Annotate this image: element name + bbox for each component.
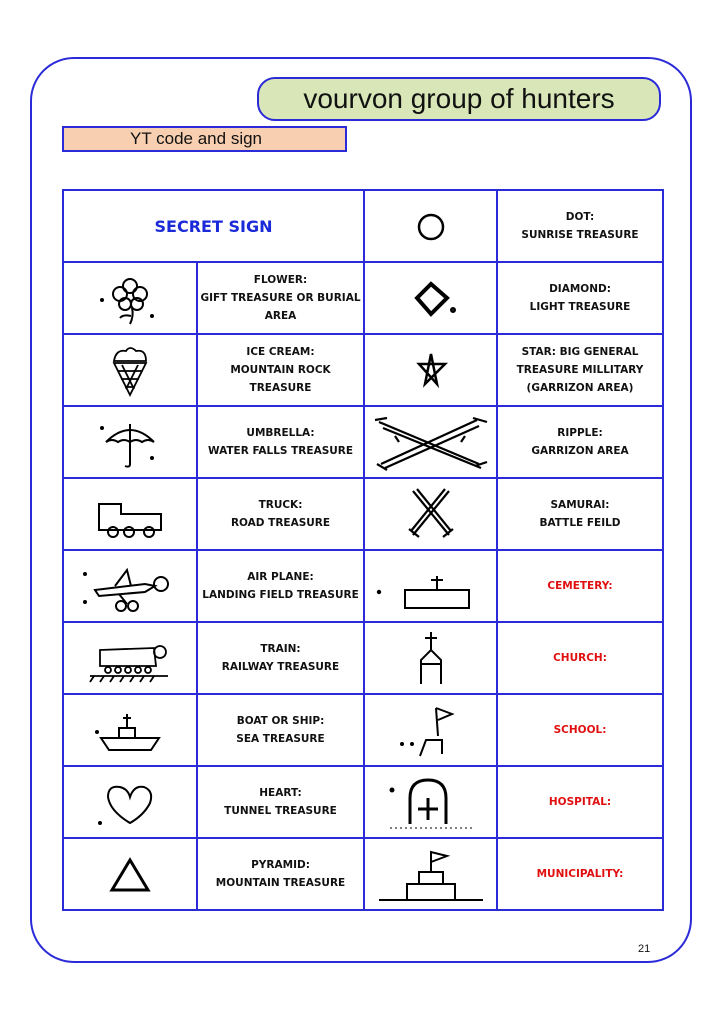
heart-icon	[90, 773, 170, 831]
label-line: MUNICIPALITY:	[536, 868, 624, 880]
hospital-icon	[376, 772, 486, 832]
label-line: HOSPITAL:	[548, 796, 612, 808]
label-line: SEA TREASURE	[236, 733, 325, 745]
label-line: ICE CREAM:	[246, 346, 315, 358]
secret-sign-heading: SECRET SIGN	[63, 190, 364, 262]
label-line: TRAIN:	[260, 643, 301, 655]
ship-label	[197, 694, 364, 766]
label-line: SAMURAI:	[550, 499, 610, 511]
table-row	[63, 406, 663, 478]
samurai-label	[497, 478, 663, 550]
table-row	[63, 838, 663, 910]
table-row	[63, 622, 663, 694]
label-line: BATTLE FEILD	[539, 517, 621, 529]
label-line: AREA	[264, 310, 297, 322]
signs-table	[62, 189, 664, 911]
label-line: DOT:	[565, 211, 595, 223]
label-line: AIR PLANE:	[247, 571, 314, 583]
label-line: MOUNTAIN ROCK	[230, 364, 331, 376]
star-icon	[391, 342, 471, 398]
page-title: vourvon group of hunters	[257, 77, 661, 121]
triangle-icon	[90, 846, 170, 902]
church-icon	[391, 628, 471, 688]
label-line: PYRAMID:	[251, 859, 310, 871]
crossed-rifles-icon	[369, 412, 493, 472]
label-line: (GARRIZON AREA)	[526, 382, 634, 394]
star-label	[497, 334, 663, 406]
truck-label	[197, 478, 364, 550]
flower-label	[197, 262, 364, 334]
ice-cream-icon	[90, 341, 170, 399]
label-line: TUNNEL TREASURE	[224, 805, 337, 817]
dot-icon-cell	[364, 190, 497, 262]
label-line: ROAD TREASURE	[230, 517, 331, 529]
umbrella-label	[197, 406, 364, 478]
label-line: CEMETERY:	[547, 580, 613, 592]
truck-icon	[85, 486, 175, 542]
ice-cream-label	[197, 334, 364, 406]
section-subtitle: YT code and sign	[62, 126, 347, 152]
train-icon	[82, 630, 178, 686]
label-line: CHURCH:	[553, 652, 607, 664]
label-line: GIFT TREASURE OR BURIAL	[200, 292, 361, 304]
label-line: GARRIZON AREA	[531, 445, 629, 457]
municipality-icon	[369, 844, 493, 904]
label-line: TRUCK:	[258, 499, 303, 511]
hospital-label	[497, 766, 663, 838]
dot-label	[497, 190, 663, 262]
cemetery-icon	[369, 558, 493, 614]
pyramid-label	[197, 838, 364, 910]
table-row	[63, 766, 663, 838]
table-row	[63, 694, 663, 766]
table-row	[63, 550, 663, 622]
label-line: STAR: BIG GENERAL	[521, 346, 639, 358]
table-row	[63, 262, 663, 334]
dot-icon	[401, 201, 461, 251]
umbrella-icon	[90, 414, 170, 470]
label-line: TREASURE	[249, 382, 312, 394]
label-line: LANDING FIELD TREASURE	[202, 589, 359, 601]
page-number: 21	[638, 943, 651, 955]
label-line: RAILWAY TREASURE	[221, 661, 340, 673]
label-line: FLOWER:	[253, 274, 308, 286]
school-flag-icon	[386, 700, 476, 760]
table-header-row	[63, 190, 663, 262]
heart-label	[197, 766, 364, 838]
flower-icon	[90, 270, 170, 326]
label-line: MOUNTAIN TREASURE	[215, 877, 346, 889]
school-label	[497, 694, 663, 766]
ship-icon	[85, 702, 175, 758]
cemetery-label	[497, 550, 663, 622]
label-line: SCHOOL:	[553, 724, 607, 736]
label-line: TREASURE MILLITARY	[516, 364, 644, 376]
diamond-icon	[391, 270, 471, 326]
label-line: LIGHT TREASURE	[529, 301, 631, 313]
label-line: DIAMOND:	[549, 283, 611, 295]
municipality-label	[497, 838, 663, 910]
table-row	[63, 334, 663, 406]
label-line: SUNRISE TREASURE	[521, 229, 639, 241]
label-line: BOAT OR SHIP:	[236, 715, 325, 727]
ripple-label	[497, 406, 663, 478]
label-line: RIPPLE:	[557, 427, 603, 439]
label-line: UMBRELLA:	[246, 427, 315, 439]
church-label	[497, 622, 663, 694]
crossed-swords-icon	[391, 485, 471, 543]
table-row	[63, 478, 663, 550]
label-line: WATER FALLS TREASURE	[207, 445, 354, 457]
airplane-icon	[75, 556, 185, 616]
airplane-label	[197, 550, 364, 622]
train-label	[197, 622, 364, 694]
label-line: HEART:	[259, 787, 302, 799]
diamond-label	[497, 262, 663, 334]
